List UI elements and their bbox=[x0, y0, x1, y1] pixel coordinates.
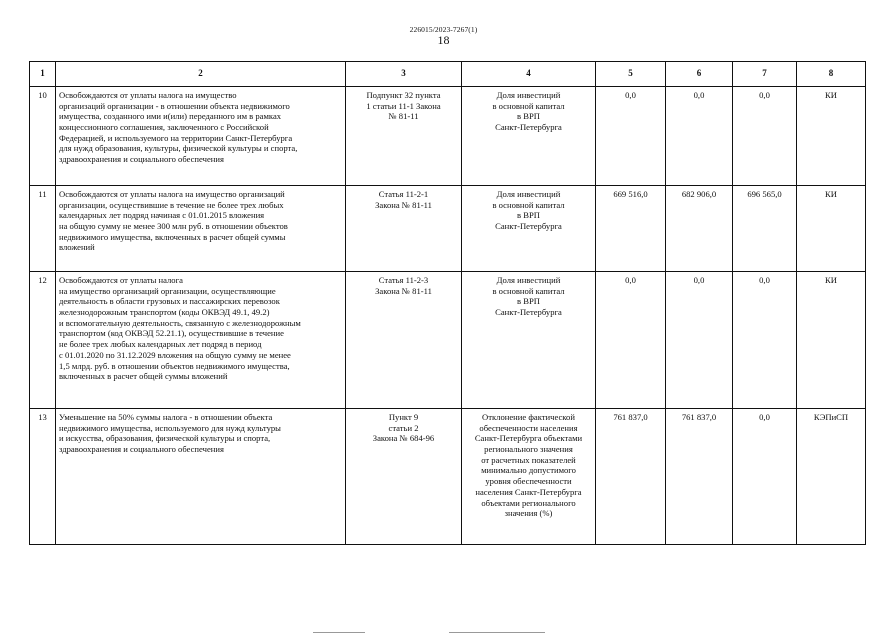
target-indicator-text: Доля инвестиций в основной капитал в ВРП Санкт-Петербурга bbox=[492, 189, 565, 232]
benefit-description-text: Освобождаются от уплаты налога на имущество организаций организации, осуществляющие деятельность в области грузовых и пассажирских перевозок железнодорожным транспортом (коды ОКВЭД 49.1, 49.2) и вспомогательную деятельность, связанную с железнодорожным транспортом (код ОКВЭД 52.21.1), осуществившие в течение не более трех любых календарных лет подряд в период с 01.01.2020 по 31.12.2029 вложения на общую сумму не менее 1,5 млрд. руб. в отношении объектов недвижимого имущества, включенных в расчет общей суммы вложений bbox=[59, 275, 301, 382]
target-indicator bbox=[462, 186, 596, 272]
table-row bbox=[30, 87, 866, 186]
legal-basis-text: Статья 11-2-1 Закона № 81-11 bbox=[375, 189, 432, 210]
curator: КИ bbox=[797, 186, 866, 272]
value-col-5: 0,0 bbox=[596, 272, 666, 409]
tax-benefits-table bbox=[29, 61, 866, 545]
column-header-7: 7 bbox=[733, 62, 797, 87]
legal-basis-text: Подпункт 32 пункта 1 статьи 11-1 Закона № 81-11 bbox=[366, 90, 441, 122]
row-number: 11 bbox=[30, 186, 56, 272]
row-number: 10 bbox=[30, 87, 56, 186]
column-number-row bbox=[30, 62, 866, 87]
benefit-description-text: Уменьшение на 50% суммы налога - в отношении объекта недвижимого имущества, используемого для нужд культуры и искусства, образования, физической культуры и спорта, здравоохранения и социального обеспечения bbox=[59, 412, 281, 455]
value-col-5: 669 516,0 bbox=[596, 186, 666, 272]
row-number: 12 bbox=[30, 272, 56, 409]
benefit-description-text: Освобождаются от уплаты налога на имущество организаций организации - в отношении объекта недвижимого имущества, созданного ими и(или) переданного им в рамках концессионного соглашения, заключенного с Российской Федерацией, и используемого на территории Санкт-Петербурга для нужд образования, культуры, физической культуры и спорта, здравоохранения и социального обеспечения bbox=[59, 90, 298, 165]
benefit-description bbox=[56, 186, 346, 272]
value-col-6: 761 837,0 bbox=[666, 409, 733, 545]
table-row bbox=[30, 409, 866, 545]
target-indicator-text: Отклонение фактической обеспеченности населения Санкт-Петербурга объектами регионального значения от расчетных показателей минимально допустимого уровня обеспеченности населения Санкт-Петербурга объектами регионального значения (%) bbox=[474, 412, 583, 519]
value-col-7: 696 565,0 bbox=[733, 186, 797, 272]
value-col-7: 0,0 bbox=[733, 272, 797, 409]
benefit-description-text: Освобождаются от уплаты налога на имущество организаций организации, осуществившие в течение не более трех любых календарных лет подряд начиная с 01.01.2015 вложения на общую сумму не менее 300 млн руб. в отношении объектов недвижимого имущества, включенных в расчет общей суммы вложений bbox=[59, 189, 288, 253]
benefit-description bbox=[56, 87, 346, 186]
target-indicator bbox=[462, 409, 596, 545]
curator: КЭПиСП bbox=[797, 409, 866, 545]
column-header-3: 3 bbox=[346, 62, 462, 87]
row-number: 13 bbox=[30, 409, 56, 545]
column-header-6: 6 bbox=[666, 62, 733, 87]
scan-artifact-line bbox=[313, 632, 365, 633]
table-row bbox=[30, 272, 866, 409]
column-header-4: 4 bbox=[462, 62, 596, 87]
column-header-2: 2 bbox=[56, 62, 346, 87]
benefit-description bbox=[56, 272, 346, 409]
legal-basis bbox=[346, 409, 462, 545]
value-col-5: 761 837,0 bbox=[596, 409, 666, 545]
benefit-description bbox=[56, 409, 346, 545]
legal-basis bbox=[346, 186, 462, 272]
legal-basis bbox=[346, 272, 462, 409]
target-indicator bbox=[462, 272, 596, 409]
value-col-6: 0,0 bbox=[666, 272, 733, 409]
target-indicator-text: Доля инвестиций в основной капитал в ВРП Санкт-Петербурга bbox=[492, 275, 565, 318]
value-col-6: 0,0 bbox=[666, 87, 733, 186]
scan-artifact-line bbox=[449, 632, 545, 633]
legal-basis bbox=[346, 87, 462, 186]
target-indicator-text: Доля инвестиций в основной капитал в ВРП Санкт-Петербурга bbox=[492, 90, 565, 133]
value-col-5: 0,0 bbox=[596, 87, 666, 186]
legal-basis-text: Статья 11-2-3 Закона № 81-11 bbox=[375, 275, 432, 296]
column-header-1: 1 bbox=[30, 62, 56, 87]
target-indicator bbox=[462, 87, 596, 186]
curator: КИ bbox=[797, 272, 866, 409]
page-number: 18 bbox=[437, 33, 450, 47]
value-col-6: 682 906,0 bbox=[666, 186, 733, 272]
registration-number: 226015/2023-7267(1) bbox=[409, 25, 478, 34]
table-row bbox=[30, 186, 866, 272]
curator: КИ bbox=[797, 87, 866, 186]
column-header-5: 5 bbox=[596, 62, 666, 87]
column-header-8: 8 bbox=[797, 62, 866, 87]
legal-basis-text: Пункт 9 статьи 2 Закона № 684-96 bbox=[372, 412, 435, 444]
value-col-7: 0,0 bbox=[733, 409, 797, 545]
value-col-7: 0,0 bbox=[733, 87, 797, 186]
